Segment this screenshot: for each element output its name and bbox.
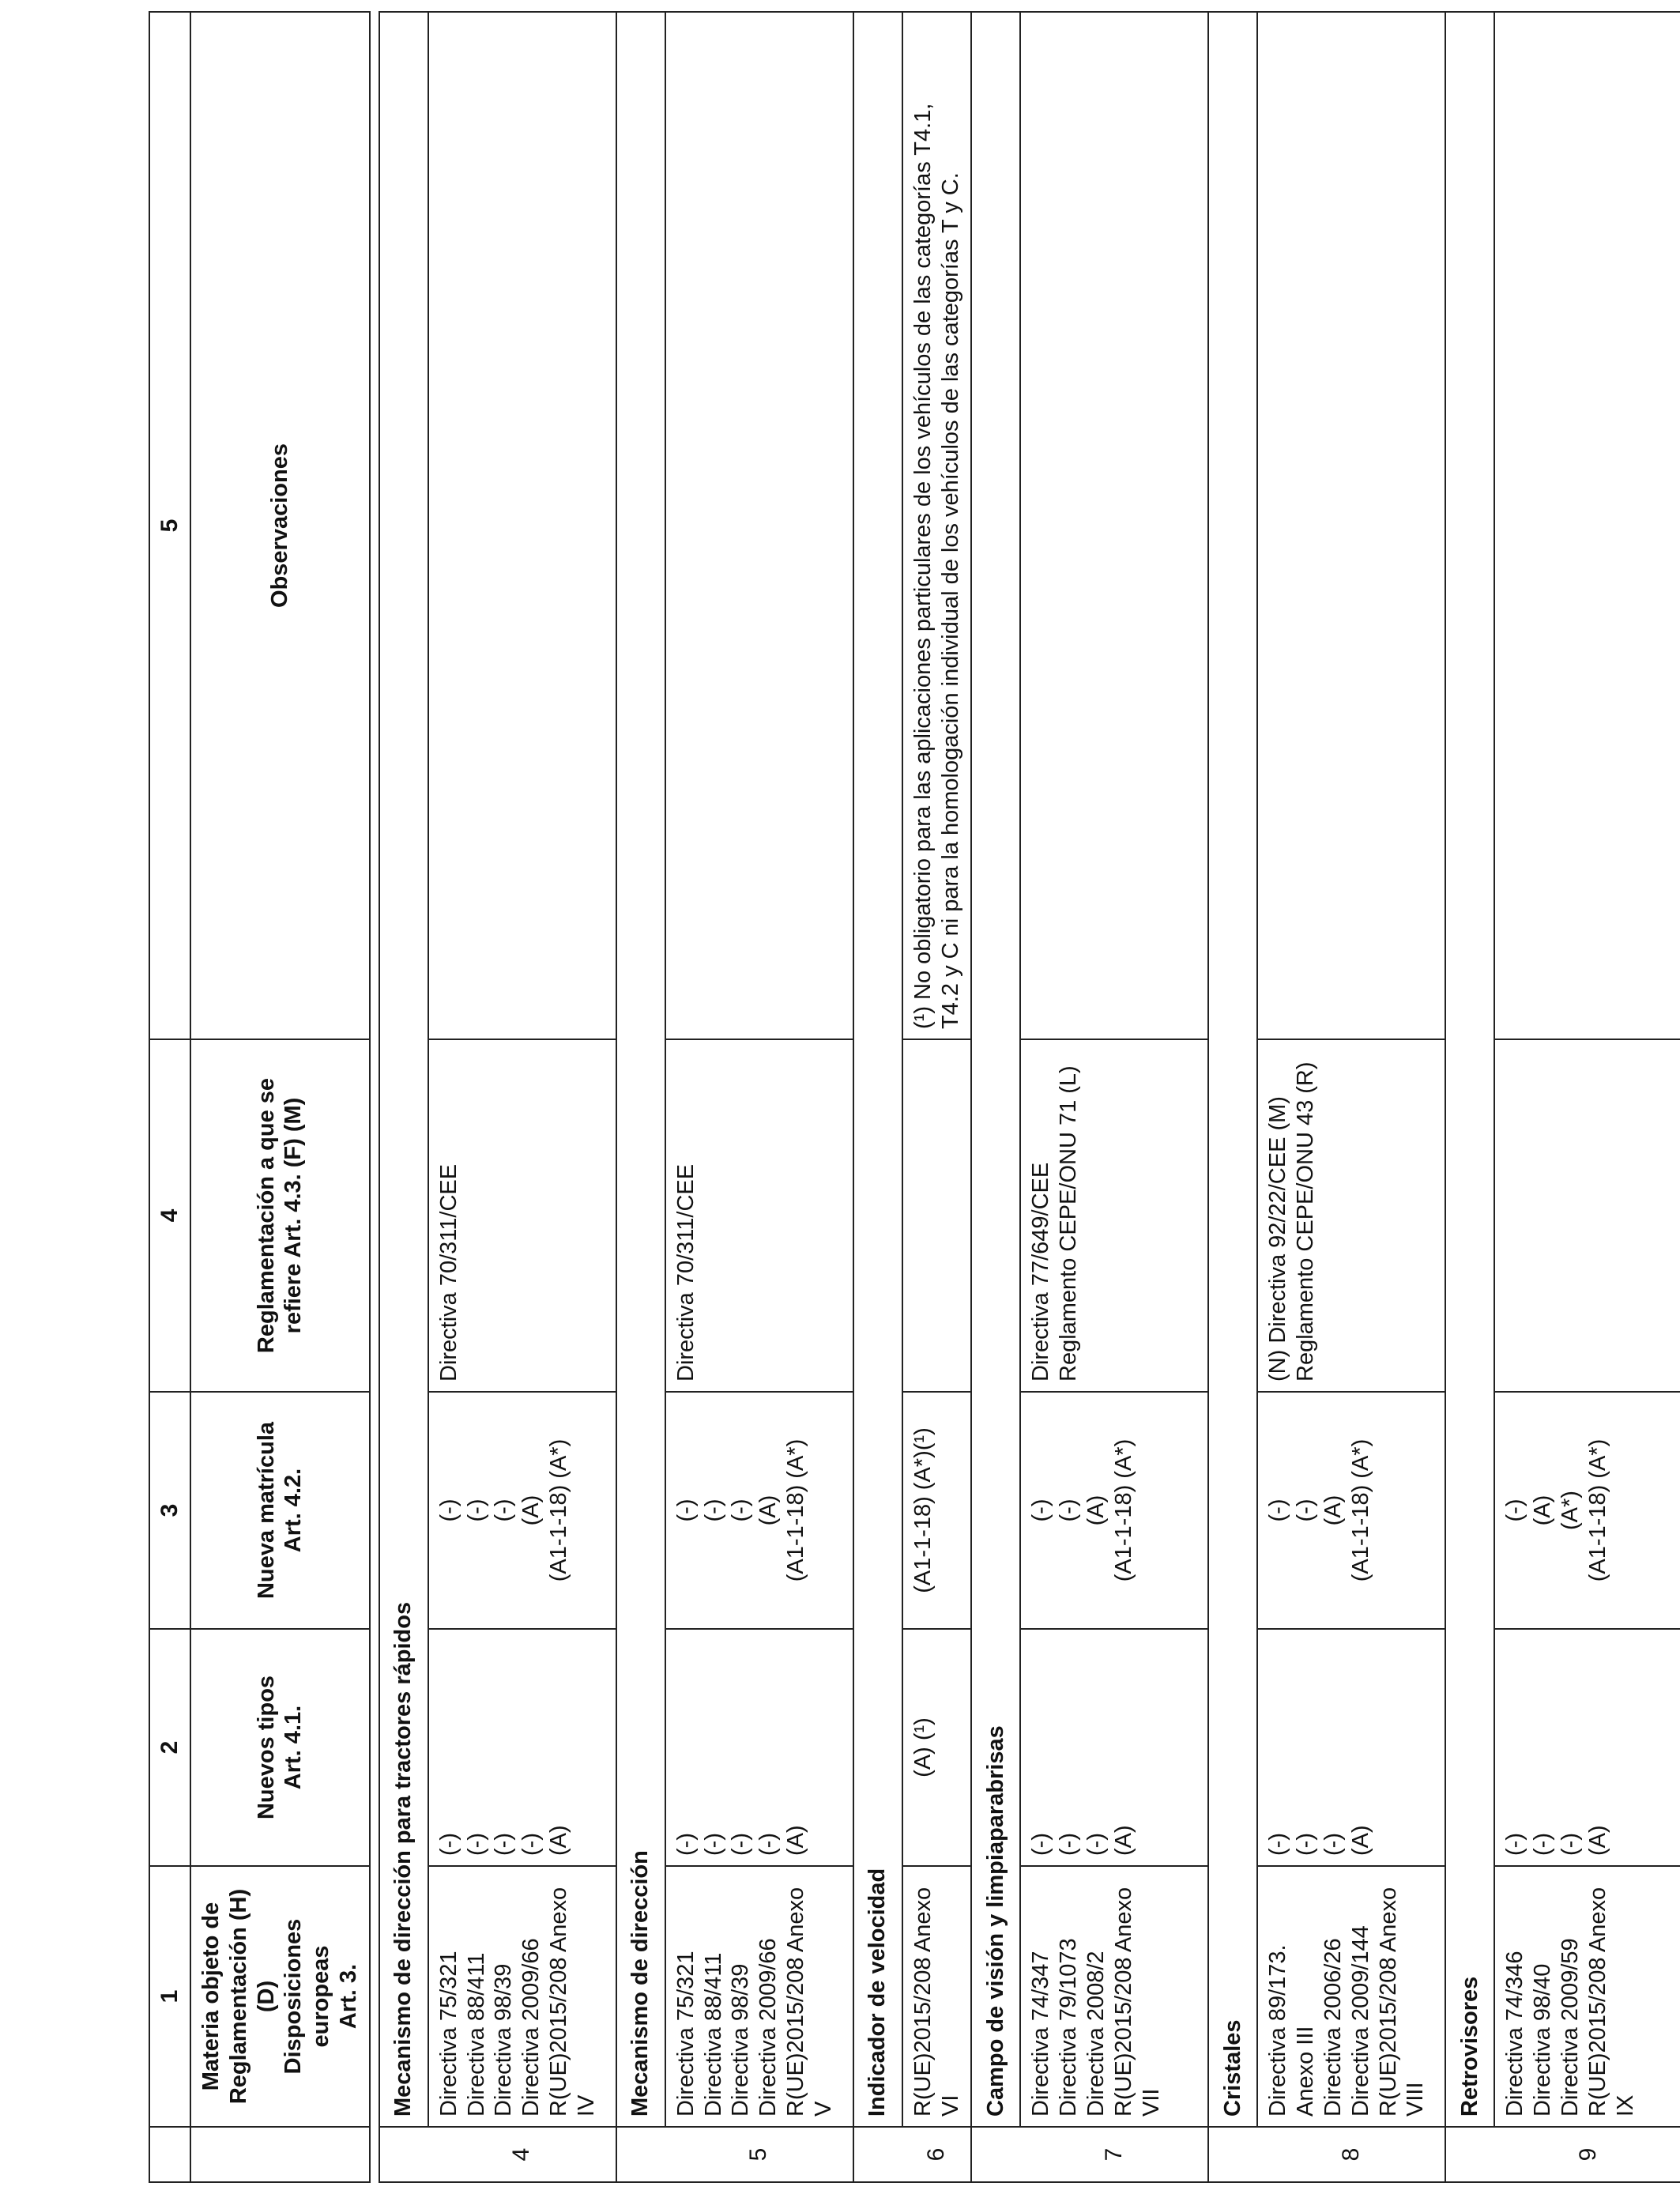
col-number-5: 5 bbox=[149, 12, 190, 1039]
cell-observaciones bbox=[665, 12, 853, 1039]
cell-observaciones bbox=[428, 12, 616, 1039]
gap-row bbox=[370, 12, 379, 2182]
row-number: 6 bbox=[902, 2127, 972, 2182]
section-title: Campo de visión y limpiaparabrisas bbox=[971, 12, 1020, 2127]
cell-reglamentacion bbox=[902, 1039, 972, 1392]
row-number: 5 bbox=[665, 2127, 853, 2182]
section-row bbox=[616, 12, 665, 2182]
section-row bbox=[1208, 12, 1257, 2182]
column-header-row bbox=[190, 12, 370, 2182]
section-row bbox=[1445, 12, 1494, 2182]
cell-nuevos-tipos: (-) (-) (-) (A) bbox=[1257, 1629, 1445, 1866]
corner-cell bbox=[149, 2127, 190, 2182]
header-observaciones: Observaciones bbox=[190, 12, 370, 1039]
row-number: 4 bbox=[428, 2127, 616, 2182]
cell-reglamentacion: (N) Directiva 92/22/CEE (M) Reglamento CEPE/ONU 43 (R) bbox=[1257, 1039, 1445, 1392]
cell-nuevos-tipos: (-) (-) (-) (-) (A) bbox=[665, 1629, 853, 1866]
section-title: Mecanismo de dirección bbox=[616, 12, 665, 2127]
cell-nueva-matricula: (A1-1-18) (A*)(¹) bbox=[902, 1392, 972, 1629]
cell-nueva-matricula: (-) (-) (A) (A1-1-18) (A*) bbox=[1257, 1392, 1445, 1629]
section-title: Cristales bbox=[1208, 12, 1257, 2127]
table-row bbox=[428, 12, 616, 2182]
cell-nueva-matricula: (-) (-) (-) (A) (A1-1-18) (A*) bbox=[665, 1392, 853, 1629]
cell-materia: R(UE)2015/208 Anexo VI bbox=[902, 1866, 972, 2127]
table-row bbox=[1494, 12, 1680, 2182]
cell-observaciones bbox=[1020, 12, 1208, 1039]
section-row bbox=[379, 12, 428, 2182]
cell-reglamentacion: Directiva 77/649/CEE Reglamento CEPE/ONU 71 (L) bbox=[1020, 1039, 1208, 1392]
cell-reglamentacion bbox=[1494, 1039, 1680, 1392]
cell-materia: Directiva 75/321 Directiva 88/411 Directiva 98/39 Directiva 2009/66 R(UE)2015/208 Anexo IV bbox=[428, 1866, 616, 2127]
table-row bbox=[665, 12, 853, 2182]
cell-nueva-matricula: (-) (-) (-) (A) (A1-1-18) (A*) bbox=[428, 1392, 616, 1629]
table-row bbox=[902, 12, 972, 2182]
cell-nuevos-tipos: (-) (-) (-) (A) bbox=[1494, 1629, 1680, 1866]
section-title: Indicador de velocidad bbox=[853, 12, 902, 2127]
regulation-table bbox=[149, 11, 1680, 2183]
cell-observaciones bbox=[1494, 12, 1680, 1039]
row-number: 9 bbox=[1494, 2127, 1680, 2182]
cell-materia: Directiva 74/347 Directiva 79/1073 Directiva 2008/2 R(UE)2015/208 Anexo VII bbox=[1020, 1866, 1208, 2127]
section-row bbox=[971, 12, 1020, 2182]
header-nueva-matricula: Nueva matrícula Art. 4.2. bbox=[190, 1392, 370, 1629]
section-row bbox=[853, 12, 902, 2182]
column-number-row bbox=[149, 12, 190, 2182]
cell-observaciones: (¹) No obligatorio para las aplicaciones particulares de los vehículos de las categorías T4.1, T4.2 y C ni para la homologación individual de los vehículos de las categorías T y C. bbox=[902, 12, 972, 1039]
header-materia: Materia objeto de Reglamentación (H) (D) Disposiciones europeas Art. 3. bbox=[190, 1866, 370, 2127]
table-row bbox=[1257, 12, 1445, 2182]
header-reglamentacion: Reglamentación a que se refiere Art. 4.3. (F) (M) bbox=[190, 1039, 370, 1392]
row-number: 7 bbox=[1020, 2127, 1208, 2182]
cell-reglamentacion: Directiva 70/311/CEE bbox=[665, 1039, 853, 1392]
col-number-3: 3 bbox=[149, 1392, 190, 1629]
cell-nuevos-tipos: (-) (-) (-) (A) bbox=[1020, 1629, 1208, 1866]
cell-observaciones bbox=[1257, 12, 1445, 1039]
cell-materia: Directiva 74/346 Directiva 98/40 Directiva 2009/59 R(UE)2015/208 Anexo IX bbox=[1494, 1866, 1680, 2127]
table-row bbox=[1020, 12, 1208, 2182]
corner-cell-2 bbox=[190, 2127, 370, 2182]
row-number: 8 bbox=[1257, 2127, 1445, 2182]
cell-materia: Directiva 75/321 Directiva 88/411 Directiva 98/39 Directiva 2009/66 R(UE)2015/208 Anexo V bbox=[665, 1866, 853, 2127]
col-number-1: 1 bbox=[149, 1866, 190, 2127]
section-title: Mecanismo de dirección para tractores rápidos bbox=[379, 12, 428, 2127]
section-title: Retrovisores bbox=[1445, 12, 1494, 2127]
cell-reglamentacion: Directiva 70/311/CEE bbox=[428, 1039, 616, 1392]
cell-materia: Directiva 89/173. Anexo III Directiva 2006/26 Directiva 2009/144 R(UE)2015/208 Anexo VIII bbox=[1257, 1866, 1445, 2127]
cell-nueva-matricula: (-) (-) (A) (A1-1-18) (A*) bbox=[1020, 1392, 1208, 1629]
cell-nuevos-tipos: (-) (-) (-) (-) (A) bbox=[428, 1629, 616, 1866]
col-number-4: 4 bbox=[149, 1039, 190, 1392]
header-nuevos-tipos: Nuevos tipos Art. 4.1. bbox=[190, 1629, 370, 1866]
cell-nueva-matricula: (-) (A) (A*) (A1-1-18) (A*) bbox=[1494, 1392, 1680, 1629]
col-number-2: 2 bbox=[149, 1629, 190, 1866]
cell-nuevos-tipos: (A) (¹) bbox=[902, 1629, 972, 1866]
